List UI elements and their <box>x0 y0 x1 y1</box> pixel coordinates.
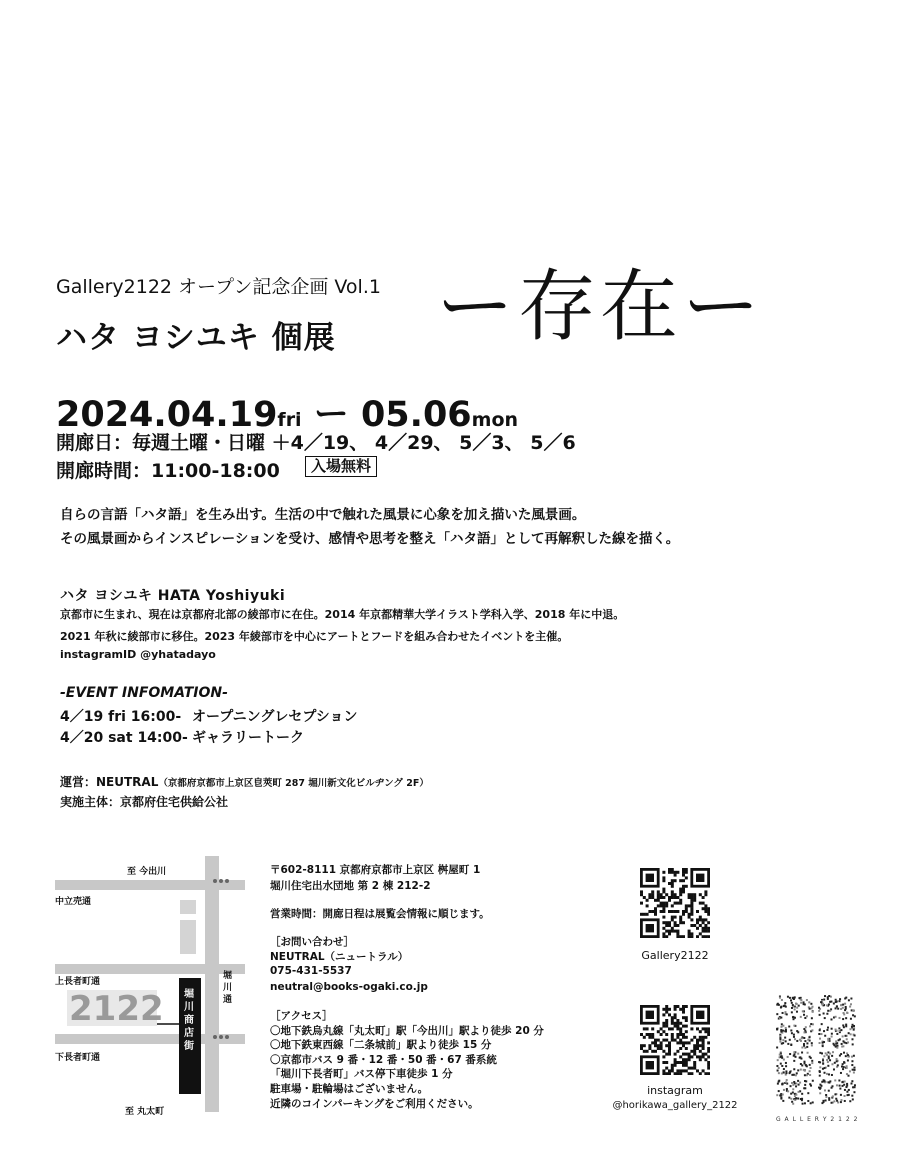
contact-heading: ［お問い合わせ］ <box>270 936 354 948</box>
instagram-handle[interactable]: @horikawa_gallery_2122 <box>612 1100 738 1111</box>
venue-address-line: 〒602-8111 京都府京都市上京区 桝屋町 1 <box>270 864 481 876</box>
operator-name: 運営：NEUTRAL <box>60 775 159 789</box>
access-line: 〇地下鉄烏丸線「丸太町」駅「今出川」駅より徒歩 20 分 <box>270 1025 544 1037</box>
gallery2122-logo <box>776 995 856 1110</box>
artist-exhibition-title: ハタ ヨシユキ 個展 <box>56 320 336 356</box>
instagram-label: instagram <box>647 1084 703 1097</box>
parking-note: 近隣のコインパーキングをご利用ください。 <box>270 1098 479 1110</box>
artist-bio-line: 京都市に生まれ、現在は京都府北部の綾部市に在住。2014 年京都精華大学イラスト学科入学、2018 年に中退。 <box>60 608 625 621</box>
map-label-arcade: 堀川商店街 <box>184 989 194 1052</box>
access-line: 「堀川下長者町」バス停下車徒歩 1 分 <box>270 1068 453 1080</box>
operator-address: （京都府京都市上京区皀莢町 287 堀川新文化ビルヂング 2F） <box>158 778 429 789</box>
artist-bio-line: 2021 年秋に綾部市に移住。2023 年綾部市を中心にアートとフードを組み合わせたイベントを主催。 <box>60 630 569 643</box>
start-date: 2024.04.19 <box>56 395 278 435</box>
open-days: 開廊日：毎週土曜・日曜 ＋4／19、 4／29、 5／3、 5／6 <box>56 432 576 454</box>
gallery-qr-code[interactable] <box>640 868 710 938</box>
date-separator: ー <box>301 395 361 435</box>
event-time: 4／20 sat 14:00- <box>60 730 188 746</box>
start-day: fri <box>277 409 302 431</box>
access-map <box>55 850 245 1120</box>
map-label-nakadachiuri: 中立売通 <box>55 897 92 907</box>
svg-text:2122: 2122 <box>69 989 164 1029</box>
map-label-marutamachi: 至 丸太町 <box>125 1107 165 1117</box>
map-label-imadegawa: 至 今出川 <box>127 867 167 877</box>
map-label-kamichojamachi: 上長者町通 <box>55 977 101 987</box>
access-line: 〇地下鉄東西線「二条城前」駅より徒歩 15 分 <box>270 1039 492 1051</box>
admission-badge: 入場無料 <box>305 456 377 477</box>
artist-instagram: instagramID @yhatadayo <box>60 648 216 661</box>
description-line: 自らの言語「ハタ語」を生み出す。生活の中で触れた風景に心象を加え描いた風景画。 <box>60 507 586 523</box>
instagram-qr-code[interactable] <box>640 1005 710 1075</box>
event-item <box>60 727 304 747</box>
event-title: ギャラリートーク <box>192 730 304 746</box>
event-item <box>60 706 358 726</box>
map-gallery-logo <box>67 989 164 1029</box>
event-time: 4／19 fri 16:00- <box>60 709 182 725</box>
venue-hours: 営業時間：開廊日程は展覧会情報に順じます。 <box>270 908 490 920</box>
access-line: 〇京都市バス 9 番・12 番・50 番・67 番系統 <box>270 1054 497 1066</box>
access-heading: ［アクセス］ <box>270 1010 333 1022</box>
event-heading: -EVENT INFOMATION- <box>60 685 228 701</box>
venue-address-line: 堀川住宅出水団地 第 2 棟 212-2 <box>270 880 431 892</box>
contact-tel[interactable]: 075-431-5537 <box>270 965 352 977</box>
host: 実施主体：京都府住宅供給公社 <box>60 795 229 809</box>
event-title: オープニングレセプション <box>192 709 358 725</box>
end-day: mon <box>471 409 519 431</box>
artist-name: ハタ ヨシユキ HATA Yoshiyuki <box>60 588 286 604</box>
contact-email[interactable]: neutral@books-ogaki.co.jp <box>270 981 428 993</box>
exhibition-title: ー存在ー <box>436 262 765 352</box>
description-line: その風景画からインスピレーションを受け、感情や思考を整え「ハタ語」として再解釈した線を描く。 <box>60 531 680 547</box>
exhibition-subtitle: Gallery2122 オープン記念企画 Vol.1 <box>56 276 381 298</box>
parking-note: 駐車場・駐輪場はございません。 <box>270 1083 429 1095</box>
contact-name: NEUTRAL（ニュートラル） <box>270 951 409 963</box>
open-hours: 開廊時間：11:00-18:00 <box>56 460 280 482</box>
operator <box>60 773 429 790</box>
end-date: 05.06 <box>360 395 472 435</box>
gallery-qr-label: Gallery2122 <box>641 949 709 962</box>
gallery-logo-caption: G A L L E R Y 2 1 2 2 <box>776 1116 859 1123</box>
map-label-shimochojamachi: 下長者町通 <box>55 1053 101 1063</box>
map-label-horikawa-avenue: 堀川通 <box>223 971 233 1005</box>
horikawa-avenue <box>205 856 219 1112</box>
